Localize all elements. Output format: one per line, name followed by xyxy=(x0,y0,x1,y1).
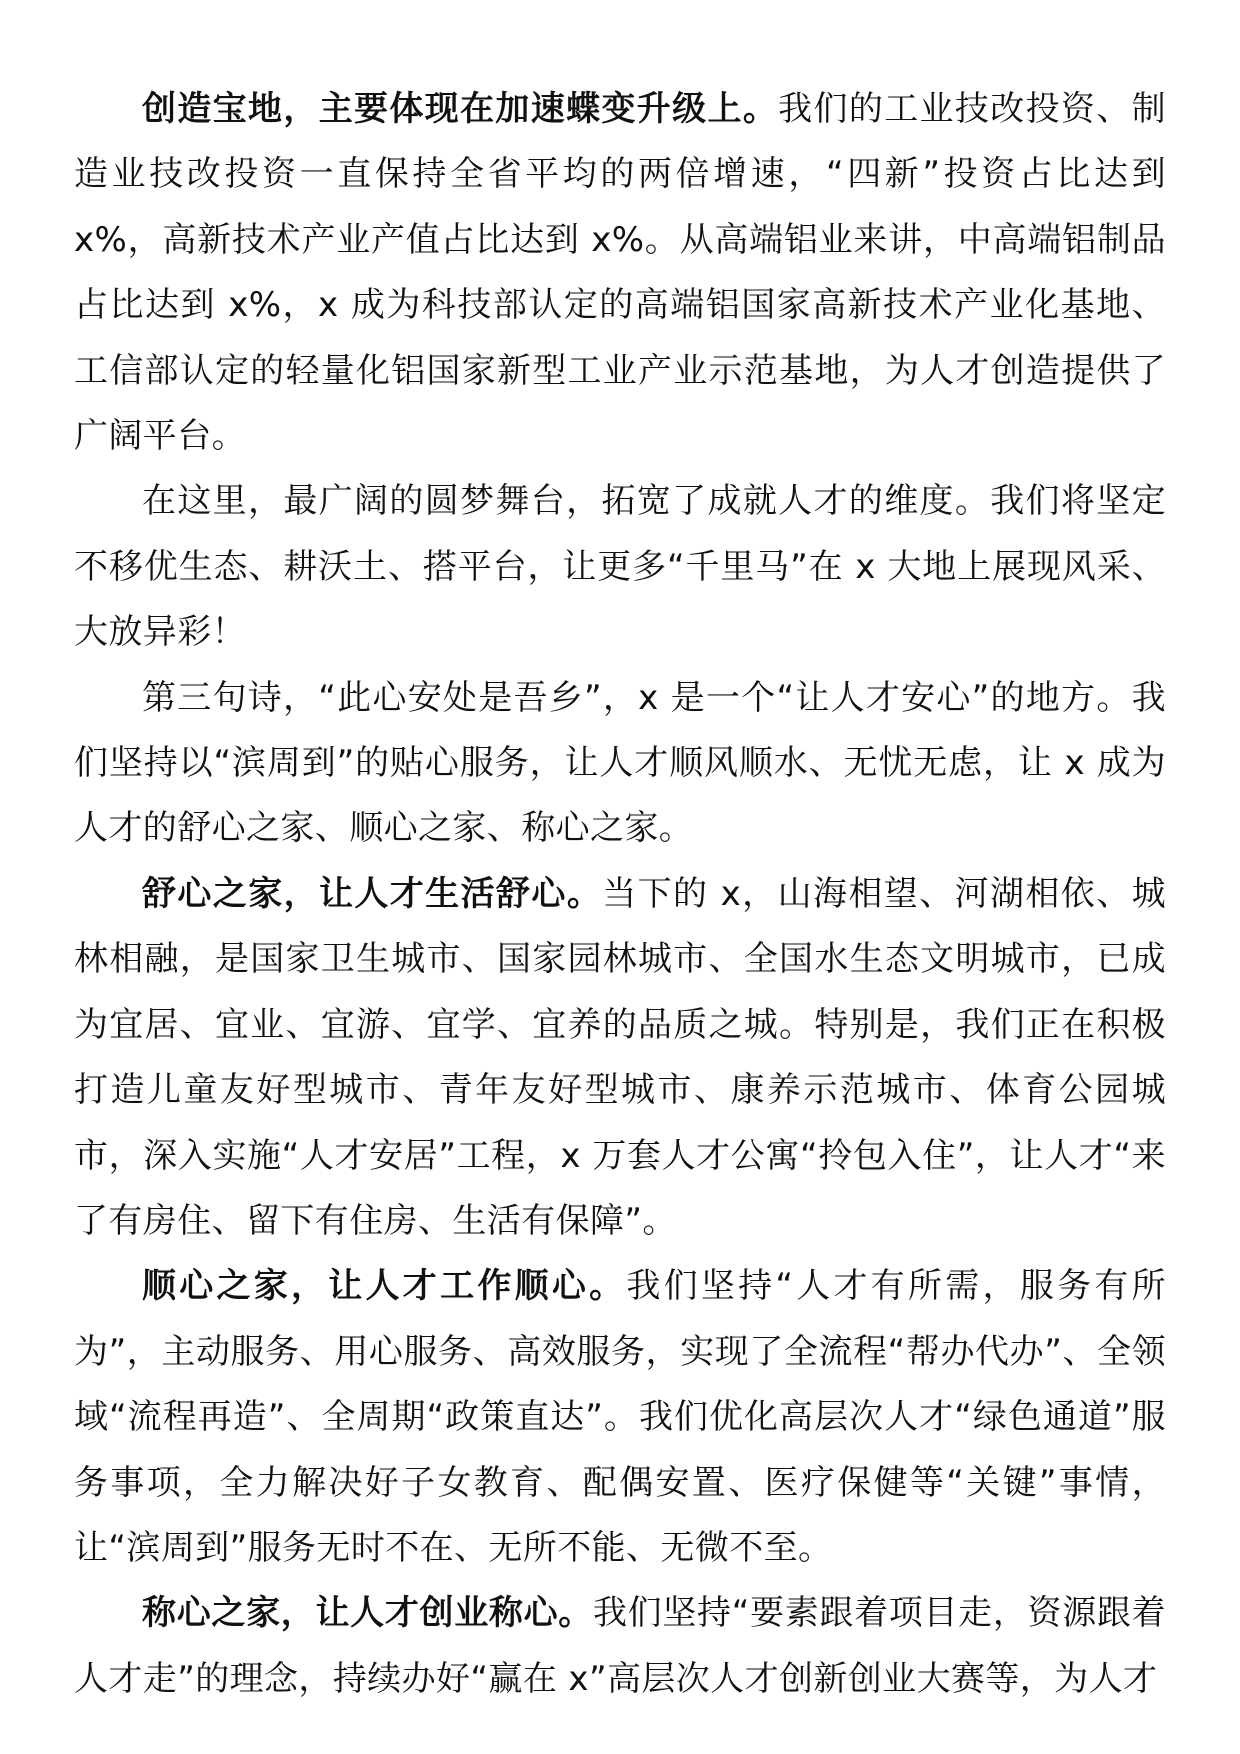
paragraph-4-lead: 舒心之家，让人才生活舒心。 xyxy=(142,873,603,914)
paragraph-5-lead: 顺心之家，让人才工作顺心。 xyxy=(142,1266,627,1307)
paragraph-4-text: 当下的 x，山海相望、河湖相依、城林相融，是国家卫生城市、国家园林城市、全国水生态文明城市，已成为宜居、宜业、宜游、宜学、宜养的品质之城。特别是，我们正在积极打造儿童友好型城市、青年友好型城市、康养示范城市、体育公园城市，深入实施“人才安居”工程，x 万套人才公寓“拎包入住”，让人才“来了有房住、留下有住房、生活有保障”。 xyxy=(74,873,1166,1241)
paragraph-4 xyxy=(74,862,1166,1254)
paragraph-1-lead: 创造宝地，主要体现在加速蝶变升级上。 xyxy=(142,89,779,129)
paragraph-6-text: 我们坚持“要素跟着项目走，资源跟着人才走”的理念，持续办好“赢在 x”高层次人才创新创业大赛等，为人才 xyxy=(74,1593,1167,1699)
paragraph-3 xyxy=(74,666,1166,862)
paragraph-5-text: 我们坚持“人才有所需，服务有所为”，主动服务、用心服务、高效服务，实现了全流程“帮办代办”、全领域“流程再造”、全周期“政策直达”。我们优化高层次人才“绿色通道”服务事项，全力解决好子女教育、配偶安置、医疗保健等“关键”事情，让“滨周到”服务无时不在、无所不能、无微不至。 xyxy=(74,1266,1166,1568)
document-page xyxy=(74,77,1166,1712)
paragraph-2-text: 在这里，最广阔的圆梦舞台，拓宽了成就人才的维度。我们将坚定不移优生态、耕沃土、搭平台，让更多“千里马”在 x 大地上展现风采、大放异彩！ xyxy=(74,481,1166,653)
paragraph-3-text: 第三句诗，“此心安处是吾乡”，x 是一个“让人才安心”的地方。我们坚持以“滨周到”的贴心服务，让人才顺风顺水、无忧无虑，让 x 成为人才的舒心之家、顺心之家、称心之家。 xyxy=(74,677,1166,849)
paragraph-5 xyxy=(74,1254,1166,1581)
paragraph-1-text: 我们的工业技改投资、制造业技改投资一直保持全省平均的两倍增速，“四新”投资占比达到 x%，高新技术产业产值占比达到 x%。从高端铝业来讲，中高端铝制品占比达到 x%，x 成为科技部认定的高端铝国家高新技术产业化基地、工信部认定的轻量化铝国家新型工业产业示范基地，为人才创造提供了广阔平台。 xyxy=(74,89,1166,457)
paragraph-2 xyxy=(74,469,1166,665)
paragraph-6 xyxy=(74,1581,1166,1712)
paragraph-6-lead: 称心之家，让人才创业称心。 xyxy=(142,1593,593,1634)
paragraph-1 xyxy=(74,77,1166,469)
